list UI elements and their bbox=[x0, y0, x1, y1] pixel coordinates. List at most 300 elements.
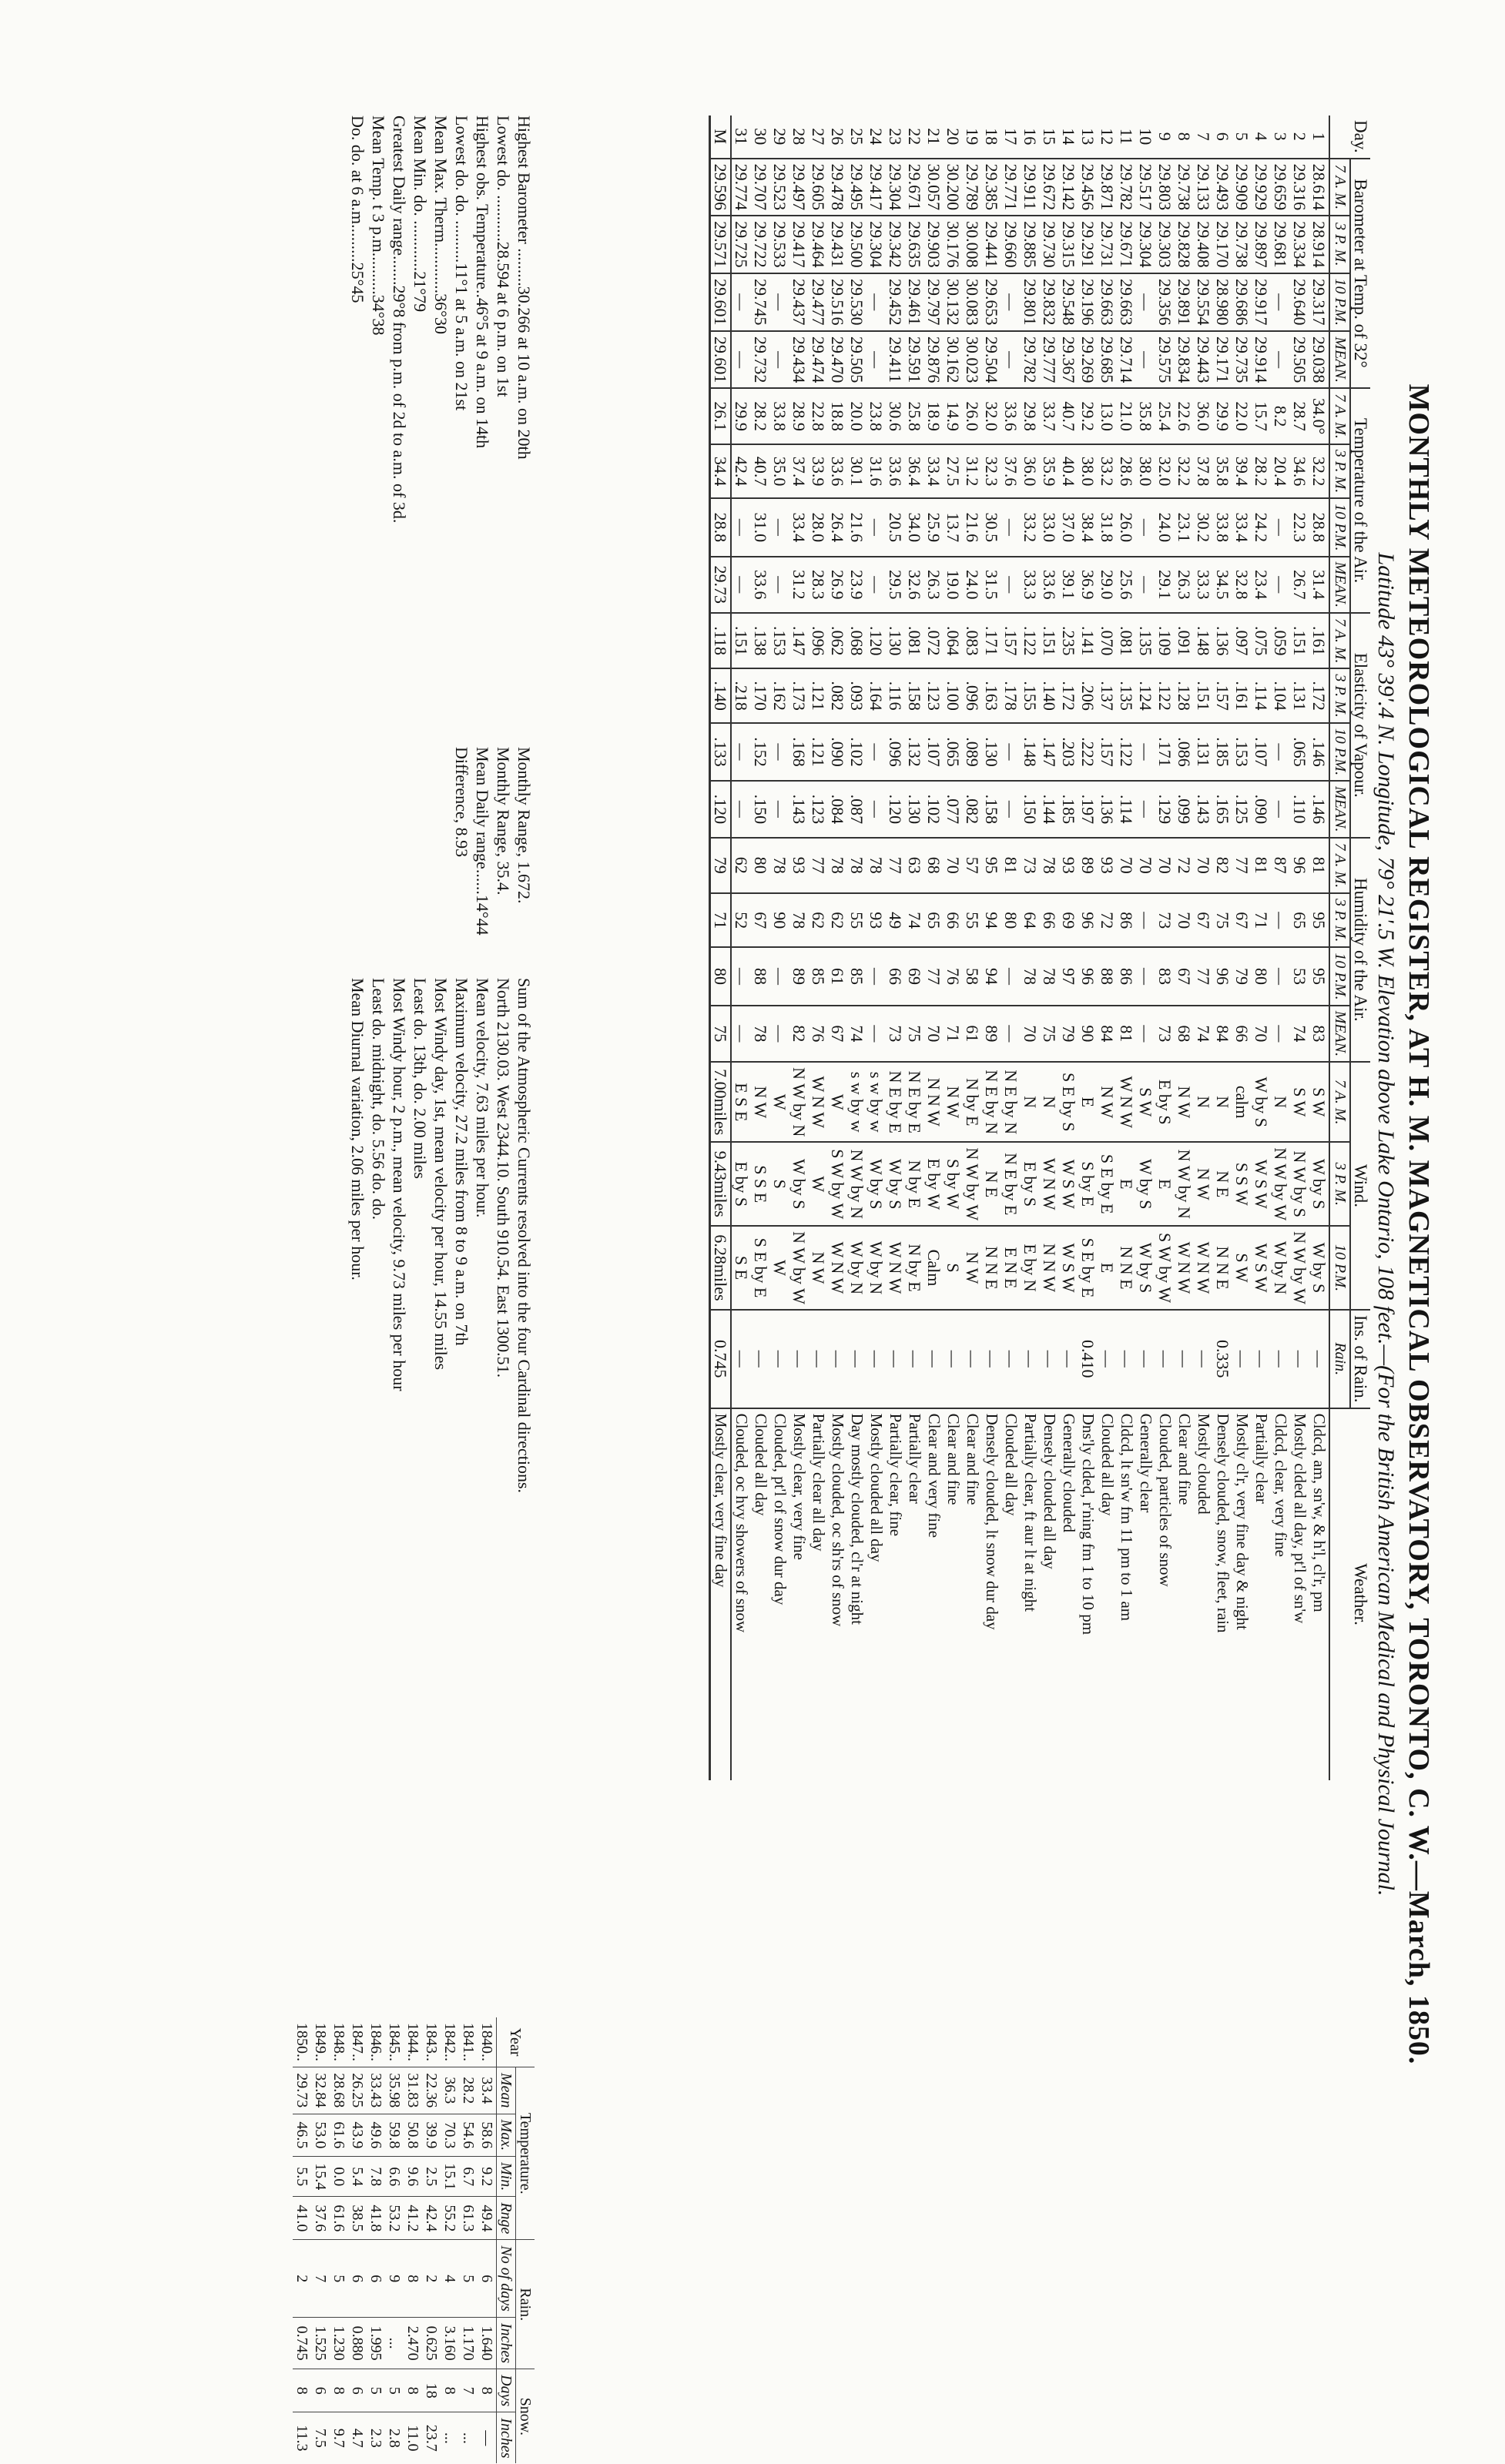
temperature-10pm: 21.6 bbox=[963, 498, 982, 556]
humidity-10pm: 78 bbox=[1021, 947, 1040, 1005]
yearly-row bbox=[293, 2017, 311, 2463]
vapour-3pm: .131 bbox=[1290, 668, 1309, 722]
barometer-7am: 29.495 bbox=[847, 159, 866, 216]
wind-3pm: W by S bbox=[789, 1142, 809, 1226]
min-temp: 2.5 bbox=[422, 2157, 441, 2197]
temperature-3pm: 37.4 bbox=[789, 444, 809, 498]
table-row bbox=[1136, 116, 1155, 1780]
year: 1842.. bbox=[441, 2023, 458, 2061]
vapour-mean: .077 bbox=[944, 781, 963, 837]
rain-inches: — bbox=[770, 1310, 789, 1408]
wind-3pm: W S W bbox=[1252, 1142, 1271, 1226]
day-number: 30 bbox=[751, 128, 770, 146]
humidity-mean: 84 bbox=[1213, 1006, 1232, 1062]
vapour-7am: .138 bbox=[751, 613, 770, 669]
table-row bbox=[1021, 116, 1040, 1780]
rain-inches: — bbox=[1040, 1310, 1059, 1408]
day-number: 4 bbox=[1252, 132, 1271, 141]
temperature-10pm: 24.2 bbox=[1252, 498, 1271, 556]
humidity-10pm: 77 bbox=[924, 947, 944, 1005]
humidity-3pm: 71 bbox=[1252, 893, 1271, 947]
summary-line: Mean Min. do. ............21°79 bbox=[411, 116, 430, 313]
wind-10pm: W by S bbox=[1309, 1226, 1329, 1310]
year: 1846.. bbox=[367, 2023, 384, 2061]
max-temp: 46.5 bbox=[293, 2114, 311, 2157]
barometer-10pm: 29.530 bbox=[847, 273, 866, 331]
humidity-3pm: 67 bbox=[751, 893, 770, 947]
humidity-7am: 78 bbox=[847, 838, 866, 894]
rain-inches: — bbox=[847, 1310, 866, 1408]
rain-inches: — bbox=[982, 1310, 1001, 1408]
wind-7am: S W bbox=[1136, 1062, 1155, 1142]
temperature-mean: 29.0 bbox=[1098, 557, 1117, 613]
rain-inches: 0.410 bbox=[1078, 1310, 1098, 1408]
vapour-mean: .084 bbox=[828, 781, 847, 837]
temperature-mean: 31.5 bbox=[982, 557, 1001, 613]
table-row bbox=[1175, 116, 1194, 1780]
humidity-10pm: 53 bbox=[1290, 947, 1309, 1005]
temperature-10pm: 13.7 bbox=[944, 498, 963, 556]
temperature-mean: — bbox=[866, 557, 886, 613]
wind-summary-line: Least do. 13th, do. 2.00 miles bbox=[411, 978, 430, 1179]
humidity-10pm: 69 bbox=[905, 947, 924, 1005]
col-barometer: Barometer at Temp. of 32° bbox=[1350, 159, 1370, 389]
max-temp: 49.6 bbox=[367, 2114, 385, 2157]
barometer-3pm: 29.441 bbox=[982, 216, 1001, 273]
vapour-10pm: .171 bbox=[1155, 723, 1175, 781]
snow-inches: 23.7 bbox=[422, 2412, 441, 2464]
wind-summary-line: Least do. midnight, do. 5.56 do. do. bbox=[369, 978, 388, 1220]
humidity-3pm: 95 bbox=[1309, 893, 1329, 947]
humidity-7am: 77 bbox=[1232, 838, 1252, 894]
temp-range: 37.6 bbox=[311, 2197, 330, 2240]
barometer-7am: 29.659 bbox=[1271, 159, 1290, 216]
vapour-10pm: .146 bbox=[1309, 723, 1329, 781]
day-number: 20 bbox=[944, 128, 963, 146]
temp-range: 42.4 bbox=[422, 2197, 441, 2240]
barometer-7am: 30.200 bbox=[944, 159, 963, 216]
wind-3pm: W S W bbox=[1059, 1142, 1078, 1226]
vapour-10pm: .102 bbox=[847, 723, 866, 781]
temperature-mean: 29.1 bbox=[1155, 557, 1175, 613]
wind-10pm: S bbox=[944, 1226, 963, 1310]
humidity-3pm: 74 bbox=[905, 893, 924, 947]
temperature-3pm: 40.4 bbox=[1059, 444, 1078, 498]
table-row bbox=[751, 116, 770, 1780]
rain-inches: — bbox=[1175, 1310, 1194, 1408]
yearly-row bbox=[348, 2017, 367, 2463]
rain-inches: — bbox=[1059, 1310, 1078, 1408]
humidity-10pm: 95 bbox=[1309, 947, 1329, 1005]
temperature-mean: 33.3 bbox=[1021, 557, 1040, 613]
wind-7am: N bbox=[1040, 1062, 1059, 1142]
mean-temp: 28.68 bbox=[330, 2067, 348, 2114]
yearly-col-temperature: Temperature. bbox=[516, 2067, 535, 2240]
temperature-7am: 22.8 bbox=[809, 388, 828, 444]
humidity-7am: 70 bbox=[1117, 838, 1136, 894]
wind-10pm: S E by E bbox=[1078, 1226, 1098, 1310]
humidity-mean: 83 bbox=[1309, 1006, 1329, 1062]
temp-range: 53.2 bbox=[385, 2197, 404, 2240]
barometer-mean: 29.591 bbox=[905, 331, 924, 389]
wind-3pm: S S W bbox=[1232, 1142, 1252, 1226]
temperature-3pm: 30.1 bbox=[847, 444, 866, 498]
temperature-3pm: 31.6 bbox=[866, 444, 886, 498]
mean-temp: 33.4 bbox=[478, 2067, 497, 2114]
vapour-10pm: .131 bbox=[1194, 723, 1213, 781]
barometer-mean: 29.782 bbox=[1021, 331, 1040, 389]
rain-inches: 0.335 bbox=[1213, 1310, 1232, 1408]
col-day: Day. bbox=[1329, 116, 1370, 159]
temperature-3pm: 37.8 bbox=[1194, 444, 1213, 498]
vapour-10pm: .168 bbox=[789, 723, 809, 781]
barometer-3pm: 29.828 bbox=[1175, 216, 1194, 273]
temperature-10pm: 20.5 bbox=[886, 498, 905, 556]
wind-7am: N E by N bbox=[982, 1062, 1001, 1142]
day-number: 17 bbox=[1001, 128, 1021, 146]
temperature-7am: 15.7 bbox=[1252, 388, 1271, 444]
day-number: 23 bbox=[886, 128, 905, 146]
temperature-7am: 29.9 bbox=[1213, 388, 1232, 444]
humidity-10pm: 83 bbox=[1155, 947, 1175, 1005]
barometer-mean: 29.714 bbox=[1117, 331, 1136, 389]
mean-temp: 29.73 bbox=[293, 2067, 311, 2114]
vapour-7am: .062 bbox=[828, 613, 847, 669]
humidity-10pm: 85 bbox=[847, 947, 866, 1005]
humidity-7am: 93 bbox=[1059, 838, 1078, 894]
vapour-7am: .235 bbox=[1059, 613, 1078, 669]
humidity-3pm: 52 bbox=[731, 893, 751, 947]
subhead-mean: MEAN. bbox=[1329, 781, 1350, 837]
table-row bbox=[1194, 116, 1213, 1780]
wind-3pm: E bbox=[1155, 1142, 1175, 1226]
temperature-10pm: — bbox=[866, 498, 886, 556]
vapour-7am: .151 bbox=[731, 613, 751, 669]
temperature-10pm: 24.0 bbox=[1155, 498, 1175, 556]
barometer-10pm: 29.917 bbox=[1252, 273, 1271, 331]
temp-range: 41.2 bbox=[404, 2197, 422, 2240]
barometer-mean: — bbox=[866, 331, 886, 389]
summary-range-line: Mean Daily range......14°44 bbox=[473, 747, 492, 936]
wind-summary-line: Sum of the Atmospheric Currents resolved into the four Cardinal directions. bbox=[515, 978, 534, 1494]
vapour-7am: .120 bbox=[866, 613, 886, 669]
vapour-mean: .114 bbox=[1117, 781, 1136, 837]
barometer-10pm: 29.653 bbox=[982, 273, 1001, 331]
temperature-mean: — bbox=[731, 557, 751, 613]
max-temp: 70.3 bbox=[441, 2114, 459, 2157]
yearly-subhead-inches: Inches bbox=[497, 2317, 516, 2369]
humidity-7am: 82 bbox=[1213, 838, 1232, 894]
humidity-mean: 75 bbox=[710, 1006, 732, 1062]
temperature-7am: 34.0° bbox=[1309, 388, 1329, 444]
snow-days: 8 bbox=[330, 2369, 348, 2412]
yearly-sub-header bbox=[497, 2017, 516, 2463]
wind-7am: N W bbox=[751, 1062, 770, 1142]
temperature-10pm: — bbox=[1001, 498, 1021, 556]
temperature-7am: 33.8 bbox=[770, 388, 789, 444]
temperature-3pm: 38.0 bbox=[1136, 444, 1155, 498]
vapour-10pm: .222 bbox=[1078, 723, 1098, 781]
barometer-7am: 29.707 bbox=[751, 159, 770, 216]
weather-remark: Mostly clear, very fine bbox=[789, 1408, 809, 1780]
day-number: 10 bbox=[1136, 128, 1155, 146]
barometer-10pm: 29.196 bbox=[1078, 273, 1098, 331]
temperature-3pm: 28.6 bbox=[1117, 444, 1136, 498]
temperature-7am: 13.0 bbox=[1098, 388, 1117, 444]
col-vapour: Elasticity of Vapour. bbox=[1350, 613, 1370, 838]
yearly-col-snow: Snow. bbox=[516, 2369, 535, 2464]
page-title: MONTHLY METEOROLOGICAL REGISTER, AT H. M. MAGNETICAL OBSERVATORY, TORONTO, C. W.—March, 1850. bbox=[1403, 383, 1435, 2065]
humidity-7am: 72 bbox=[1175, 838, 1194, 894]
min-temp: 0.0 bbox=[330, 2157, 348, 2197]
temp-range: 61.6 bbox=[330, 2197, 348, 2240]
barometer-mean: 29.601 bbox=[710, 331, 732, 389]
wind-3pm: E bbox=[1117, 1142, 1136, 1226]
humidity-3pm: 86 bbox=[1117, 893, 1136, 947]
vapour-3pm: .123 bbox=[924, 668, 944, 722]
yearly-row bbox=[330, 2017, 348, 2463]
wind-3pm: 9.43miles bbox=[710, 1142, 732, 1226]
barometer-3pm: 29.342 bbox=[886, 216, 905, 273]
vapour-10pm: .203 bbox=[1059, 723, 1078, 781]
temperature-3pm: 31.2 bbox=[963, 444, 982, 498]
header bbox=[1373, 223, 1436, 2225]
vapour-mean: .143 bbox=[1194, 781, 1213, 837]
wind-3pm: E by W bbox=[924, 1142, 944, 1226]
barometer-7am: 29.456 bbox=[1078, 159, 1098, 216]
vapour-10pm: .065 bbox=[944, 723, 963, 781]
vapour-mean: .099 bbox=[1175, 781, 1194, 837]
wind-7am: N by E bbox=[963, 1062, 982, 1142]
day-number: 8 bbox=[1175, 132, 1194, 141]
day-number: 31 bbox=[732, 128, 751, 146]
yearly-subhead-range: Rnge bbox=[497, 2197, 516, 2240]
mean-temp: 22.36 bbox=[422, 2067, 441, 2114]
rain-days: 6 bbox=[367, 2240, 385, 2318]
temperature-3pm: 28.2 bbox=[1252, 444, 1271, 498]
day-number: 11 bbox=[1117, 128, 1136, 145]
vapour-7am: .059 bbox=[1271, 613, 1290, 669]
temperature-7am: 35.8 bbox=[1136, 388, 1155, 444]
barometer-3pm: 29.885 bbox=[1021, 216, 1040, 273]
rain-inches: — bbox=[1021, 1310, 1040, 1408]
temperature-10pm: — bbox=[1136, 498, 1155, 556]
humidity-7am: 73 bbox=[1021, 838, 1040, 894]
vapour-3pm: .140 bbox=[710, 668, 732, 722]
summary-range-line: Difference, 8.93 bbox=[452, 747, 471, 858]
humidity-3pm: 65 bbox=[924, 893, 944, 947]
humidity-7am: 57 bbox=[963, 838, 982, 894]
barometer-7am: 29.871 bbox=[1098, 159, 1117, 216]
summary-line: Do. do. at 6 a.m.........25°45 bbox=[348, 116, 367, 303]
vapour-7am: .141 bbox=[1078, 613, 1098, 669]
vapour-10pm: — bbox=[866, 723, 886, 781]
temperature-3pm: 33.2 bbox=[1098, 444, 1117, 498]
temperature-7am: 25.8 bbox=[905, 388, 924, 444]
snow-days: 6 bbox=[311, 2369, 330, 2412]
yearly-subhead-max: Max. bbox=[497, 2114, 516, 2157]
vapour-3pm: .161 bbox=[1232, 668, 1252, 722]
weather-remark: Densely clouded, snow, fleet, rain bbox=[1213, 1408, 1232, 1780]
wind-7am: calm bbox=[1232, 1062, 1252, 1142]
rain-inches: — bbox=[1252, 1310, 1271, 1408]
barometer-10pm: 29.745 bbox=[751, 273, 770, 331]
vapour-mean: — bbox=[731, 781, 751, 837]
temperature-7am: 18.8 bbox=[828, 388, 847, 444]
wind-10pm: W by S bbox=[1136, 1226, 1155, 1310]
subhead-7am: 7 A. M. bbox=[1329, 1062, 1350, 1142]
temp-range: 49.4 bbox=[478, 2197, 497, 2240]
temperature-7am: 8.2 bbox=[1271, 388, 1290, 444]
humidity-7am: 62 bbox=[731, 838, 751, 894]
day-number: 12 bbox=[1098, 128, 1117, 146]
wind-10pm: W S W bbox=[1252, 1226, 1271, 1310]
max-temp: 59.8 bbox=[385, 2114, 404, 2157]
humidity-mean: 90 bbox=[1078, 1006, 1098, 1062]
barometer-10pm: 29.356 bbox=[1155, 273, 1175, 331]
barometer-mean: 29.474 bbox=[809, 331, 828, 389]
temperature-3pm: 34.6 bbox=[1290, 444, 1309, 498]
vapour-3pm: .104 bbox=[1271, 668, 1290, 722]
temperature-mean: 23.4 bbox=[1252, 557, 1271, 613]
barometer-3pm: 29.291 bbox=[1078, 216, 1098, 273]
temperature-mean: 26.7 bbox=[1290, 557, 1309, 613]
barometer-mean: 29.434 bbox=[789, 331, 809, 389]
wind-3pm: S bbox=[770, 1142, 789, 1226]
vapour-10pm: .153 bbox=[1232, 723, 1252, 781]
humidity-7am: 78 bbox=[866, 838, 886, 894]
rain-inches: — bbox=[1117, 1310, 1136, 1408]
wind-7am: S W bbox=[1309, 1062, 1329, 1142]
day-number: 22 bbox=[905, 128, 924, 146]
humidity-3pm: 67 bbox=[1194, 893, 1213, 947]
yearly-row bbox=[311, 2017, 330, 2463]
humidity-mean: 81 bbox=[1117, 1006, 1136, 1062]
subhead-7am: 7 A. M. bbox=[1329, 613, 1350, 669]
temperature-10pm: 33.4 bbox=[789, 498, 809, 556]
humidity-7am: 78 bbox=[828, 838, 847, 894]
wind-3pm: W by S bbox=[1309, 1142, 1329, 1226]
yearly-subhead-mean: Mean bbox=[497, 2067, 516, 2114]
vapour-7am: .135 bbox=[1136, 613, 1155, 669]
humidity-10pm: 77 bbox=[1194, 947, 1213, 1005]
humidity-10pm: 89 bbox=[789, 947, 809, 1005]
vapour-7am: .161 bbox=[1309, 613, 1329, 669]
wind-10pm: W S W bbox=[1059, 1226, 1078, 1310]
humidity-7am: 81 bbox=[1001, 838, 1021, 894]
wind-10pm: N N E bbox=[1117, 1226, 1136, 1310]
barometer-3pm: 28.914 bbox=[1309, 216, 1329, 273]
wind-7am: E bbox=[1078, 1062, 1098, 1142]
wind-7am: W by S bbox=[1252, 1062, 1271, 1142]
table-row bbox=[847, 116, 866, 1780]
vapour-3pm: .096 bbox=[963, 668, 982, 722]
day-number: 19 bbox=[963, 128, 982, 146]
vapour-mean: .146 bbox=[1309, 781, 1329, 837]
vapour-mean: — bbox=[1271, 781, 1290, 837]
vapour-mean: .129 bbox=[1155, 781, 1175, 837]
temperature-mean: 34.5 bbox=[1213, 557, 1232, 613]
barometer-10pm: 29.554 bbox=[1194, 273, 1213, 331]
vapour-10pm: .130 bbox=[982, 723, 1001, 781]
subhead-3pm: 3 P. M. bbox=[1329, 668, 1350, 722]
temperature-7am: 36.0 bbox=[1194, 388, 1213, 444]
temperature-7am: 40.7 bbox=[1059, 388, 1078, 444]
subhead-10pm: 10 P.M. bbox=[1329, 723, 1350, 781]
barometer-mean: — bbox=[1271, 331, 1290, 389]
vapour-3pm: .157 bbox=[1213, 668, 1232, 722]
barometer-10pm: 29.832 bbox=[1040, 273, 1059, 331]
snow-days: 5 bbox=[385, 2369, 404, 2412]
humidity-10pm: 97 bbox=[1059, 947, 1078, 1005]
rain-inches: ... bbox=[385, 2317, 404, 2369]
temperature-7am: 21.0 bbox=[1117, 388, 1136, 444]
barometer-3pm: 29.722 bbox=[751, 216, 770, 273]
humidity-7am: 70 bbox=[944, 838, 963, 894]
temperature-7am: 20.0 bbox=[847, 388, 866, 444]
humidity-3pm: 64 bbox=[1021, 893, 1040, 947]
weather-remark: Partially clear, ft aur lt at night bbox=[1021, 1408, 1040, 1780]
humidity-3pm: 80 bbox=[1001, 893, 1021, 947]
summary-line: Lowest do. do. ..........11°1 at 5 a.m. on 21st bbox=[452, 116, 471, 411]
temperature-10pm: 31.8 bbox=[1098, 498, 1117, 556]
wind-summary-line: Most Windy day, 1st, mean velocity per hour, 14.55 miles bbox=[431, 978, 451, 1371]
humidity-7am: 78 bbox=[1040, 838, 1059, 894]
vapour-10pm: .132 bbox=[905, 723, 924, 781]
summary-extremes bbox=[347, 116, 535, 523]
temperature-10pm: 21.6 bbox=[847, 498, 866, 556]
humidity-10pm: — bbox=[866, 947, 886, 1005]
temperature-10pm: 33.0 bbox=[1040, 498, 1059, 556]
barometer-3pm: 29.464 bbox=[809, 216, 828, 273]
barometer-3pm: 29.681 bbox=[1271, 216, 1290, 273]
wind-10pm: W N W bbox=[886, 1226, 905, 1310]
temperature-3pm: 32.2 bbox=[1175, 444, 1194, 498]
vapour-3pm: .163 bbox=[982, 668, 1001, 722]
vapour-3pm: .135 bbox=[1117, 668, 1136, 722]
humidity-10pm: 96 bbox=[1078, 947, 1098, 1005]
wind-10pm: N W by W bbox=[789, 1226, 809, 1310]
wind-7am: E by S bbox=[1155, 1062, 1175, 1142]
vapour-10pm: .133 bbox=[710, 723, 732, 781]
humidity-7am: 95 bbox=[982, 838, 1001, 894]
barometer-3pm: 29.903 bbox=[924, 216, 944, 273]
temperature-7am: 23.8 bbox=[866, 388, 886, 444]
humidity-10pm: 85 bbox=[809, 947, 828, 1005]
temp-range: 38.5 bbox=[348, 2197, 367, 2240]
barometer-3pm: 30.176 bbox=[944, 216, 963, 273]
temperature-mean: 33.6 bbox=[751, 557, 770, 613]
yearly-col-year: Year bbox=[497, 2017, 535, 2067]
humidity-mean: 73 bbox=[886, 1006, 905, 1062]
vapour-3pm: .206 bbox=[1078, 668, 1098, 722]
temperature-7am: 26.1 bbox=[710, 388, 732, 444]
day-number: 15 bbox=[1040, 128, 1059, 146]
vapour-10pm: .107 bbox=[924, 723, 944, 781]
weather-remark: Partially clear bbox=[1252, 1408, 1271, 1780]
vapour-7am: .157 bbox=[1001, 613, 1021, 669]
vapour-3pm: .162 bbox=[770, 668, 789, 722]
rain-inches: — bbox=[1309, 1310, 1329, 1408]
group-header-row bbox=[1350, 116, 1370, 1780]
temp-range: 61.3 bbox=[459, 2197, 478, 2240]
wind-7am: N N W bbox=[924, 1062, 944, 1142]
yearly-row bbox=[459, 2017, 478, 2463]
barometer-mean: 29.876 bbox=[924, 331, 944, 389]
wind-10pm: W N W bbox=[1175, 1226, 1194, 1310]
barometer-3pm: 29.408 bbox=[1194, 216, 1213, 273]
vapour-7am: .072 bbox=[924, 613, 944, 669]
